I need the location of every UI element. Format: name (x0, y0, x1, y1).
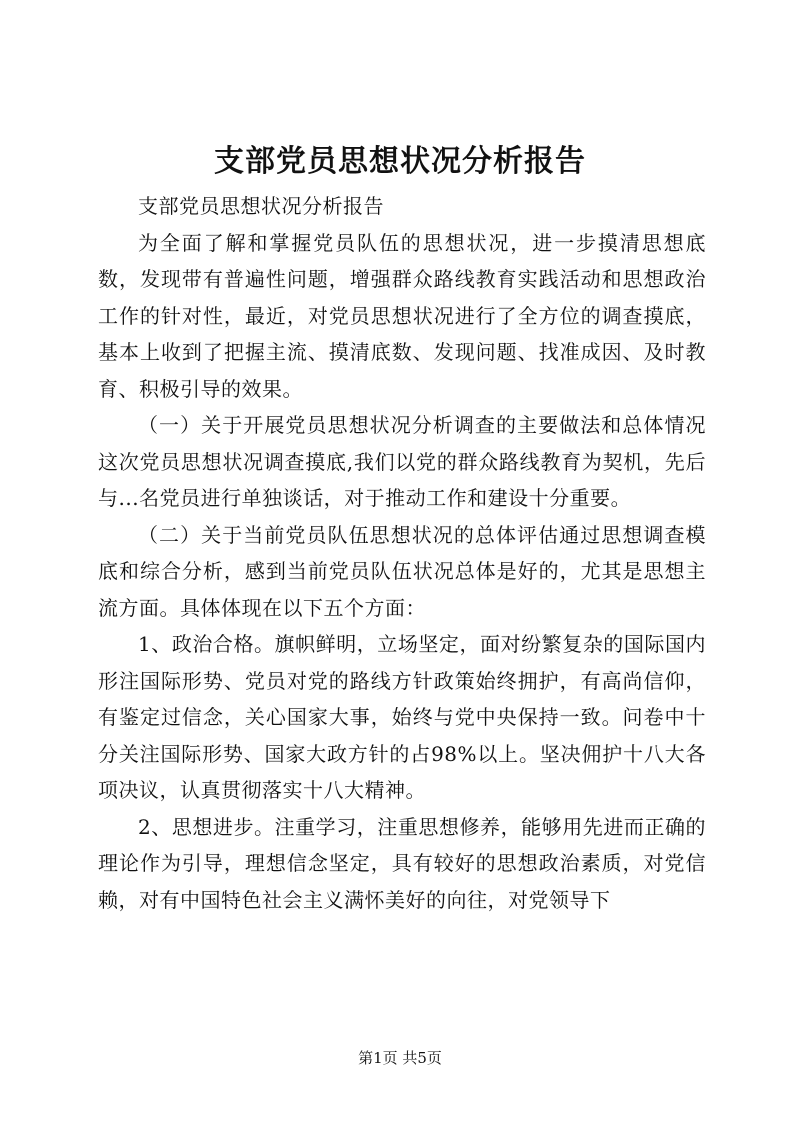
document-body (98, 188, 706, 918)
intro-paragraph: 为全面了解和掌握党员队伍的思想状况，进一步摸清思想底数，发现带有普遍性问题，增强群众路线教育实践活动和思想政治工作的针对性，最近，对党员思想状况进行了全方位的调查摸底，基本上收到了把握主流、摸清底数、发现问题、找准成因、及时教育、积极引导的效果。 (98, 230, 706, 401)
page-number-footer: 第1页 共5页 (358, 1049, 442, 1067)
subtitle-paragraph: 支部党员思想状况分析报告 (138, 194, 384, 218)
section-one-paragraph: （一）关于开展党员思想状况分析调查的主要做法和总体情况这次党员思想状况调查摸底,我们以党的群众路线教育为契机，先后与...名党员进行单独谈话，对于推动工作和建设十分重要。 (98, 413, 706, 510)
section-two-paragraph: （二）关于当前党员队伍思想状况的总体评估通过思想调查模底和综合分析，感到当前党员队伍状况总体是好的，尤其是思想主流方面。具体体现在以下五个方面： (98, 522, 706, 620)
point-two-paragraph: 2、思想进步。注重学习，注重思想修养，能够用先进而正确的理论作为引导，理想信念坚定，具有较好的思想政治素质，对党信赖，对有中国特色社会主义满怀美好的向往，对党领导下 (98, 814, 706, 912)
document-title: 支部党员思想状况分析报告 (214, 144, 586, 179)
point-one-paragraph: 1、政治合格。旗帜鲜明，立场坚定，面对纷繁复杂的国际国内形注国际形势、党员对党的路线方针政策始终拥护，有高尚信仰，有鉴定过信念，关心国家大事，始终与党中央保持一致。问卷中十分关注国际形势、国家大政方针的占98%以上。坚决佣护十八大各项决议，认真贯彻落实十八大精神。 (98, 632, 706, 802)
